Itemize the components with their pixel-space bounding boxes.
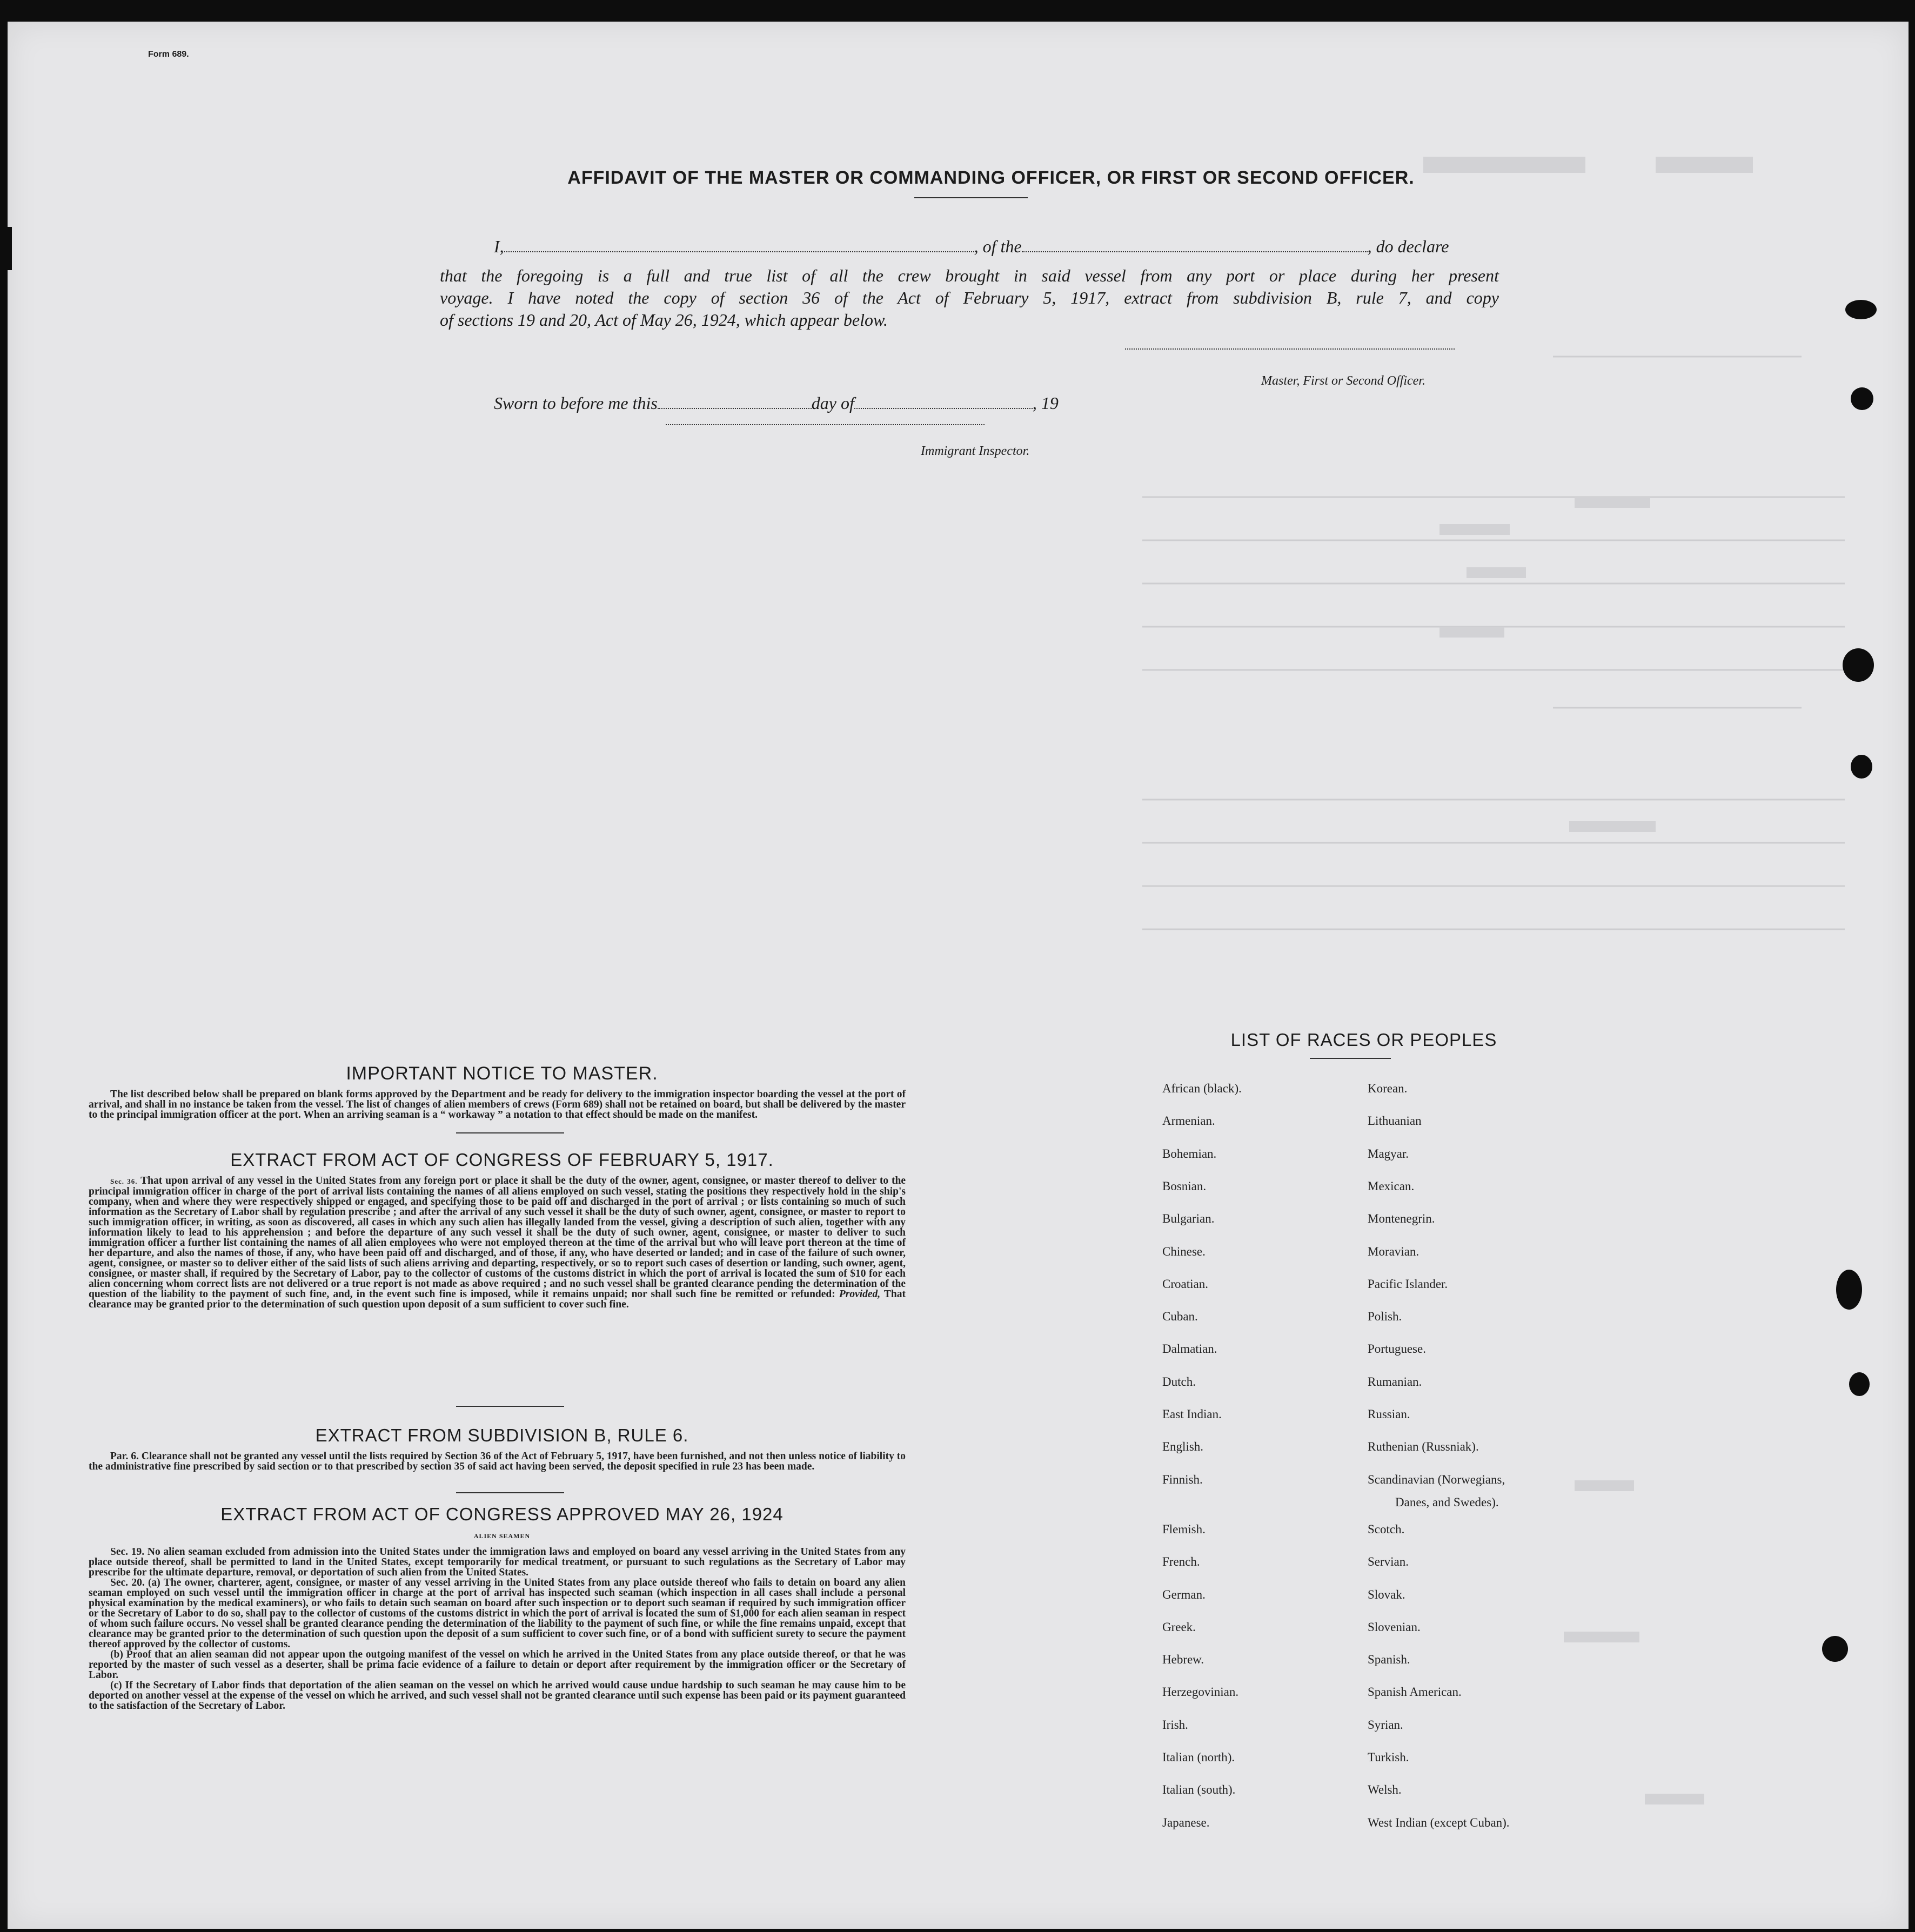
race-item: Pacific Islander. — [1368, 1277, 1448, 1291]
punch-hole — [1845, 300, 1877, 319]
race-item: Flemish. — [1162, 1522, 1206, 1536]
alien-seamen-subtitle: ALIEN SEAMEN — [473, 1532, 531, 1540]
affidavit-i-label: I, — [494, 237, 504, 256]
race-item: Portuguese. — [1368, 1342, 1426, 1356]
race-item: Moravian. — [1368, 1244, 1419, 1258]
race-item: Turkish. — [1368, 1750, 1409, 1764]
sworn-label: Sworn to before me this — [494, 393, 658, 413]
rule-6-title: EXTRACT FROM SUBDIVISION B, RULE 6. — [315, 1425, 689, 1445]
proviso-text: That clearance may be granted prior to the determination of such question upon deposit of a sum sufficient to cover such fine. — [89, 1289, 906, 1310]
extract-1917-rule — [456, 1406, 564, 1407]
affidavit-body — [440, 265, 1499, 331]
race-item: Russian. — [1368, 1407, 1410, 1421]
race-item: Rumanian. — [1368, 1374, 1422, 1388]
race-item: Chinese. — [1162, 1244, 1206, 1258]
race-item: Korean. — [1368, 1082, 1408, 1095]
race-item: Dalmatian. — [1162, 1342, 1217, 1356]
form-number: Form 689. — [148, 50, 189, 59]
race-item: Bosnian. — [1162, 1179, 1207, 1193]
race-item: Greek. — [1162, 1620, 1196, 1634]
race-item: Spanish American. — [1368, 1685, 1462, 1699]
sworn-day-field[interactable] — [658, 392, 812, 409]
rule-6-text: Par. 6. Clearance shall not be granted any vessel until the lists required by Section 36 of the Act of February 5, 1917, have been furnished, and not then unless notice of liability to the administrative fine prescribed by said section or to that prescribed by section 35 of said act having been served, the deposit specified in rule 23 has been made. — [89, 1451, 906, 1472]
races-title: LIST OF RACES OR PEOPLES — [1230, 1030, 1497, 1050]
rule-6-rule — [456, 1492, 564, 1493]
punch-hole — [1843, 648, 1874, 682]
sec-36-label: Sec. 36. — [110, 1177, 138, 1185]
race-item: Cuban. — [1162, 1310, 1198, 1324]
sworn-line — [494, 392, 1059, 413]
race-item: Scandinavian (Norwegians, — [1368, 1472, 1505, 1486]
affidavit-title: AFFIDAVIT OF THE MASTER OR COMMANDING OFFICER, OR FIRST OR SECOND OFFICER. — [567, 167, 1415, 188]
race-item: Spanish. — [1368, 1653, 1410, 1667]
extract-1917-title: EXTRACT FROM ACT OF CONGRESS OF FEBRUARY 5, 1917. — [230, 1150, 774, 1170]
master-signature-caption: Master, First or Second Officer. — [1261, 374, 1425, 388]
edge-tear — [0, 227, 12, 270]
race-item: Ruthenian (Russniak). — [1368, 1440, 1479, 1454]
affidavit-line-1 — [494, 235, 1449, 257]
punch-hole — [1851, 755, 1872, 779]
sworn-year-label: , 19 — [1032, 393, 1059, 413]
proviso-label: Provided, — [839, 1289, 881, 1300]
race-item: Welsh. — [1368, 1783, 1402, 1797]
master-name-field[interactable] — [504, 235, 974, 252]
race-item: Mexican. — [1368, 1179, 1415, 1193]
inspector-signature-caption: Immigrant Inspector. — [921, 444, 1030, 458]
race-item: Herzegovinian. — [1162, 1685, 1239, 1699]
races-rule — [1310, 1058, 1391, 1059]
race-item: Scotch. — [1368, 1522, 1405, 1536]
extract-1924-title: EXTRACT FROM ACT OF CONGRESS APPROVED MAY 26, 1924 — [220, 1504, 784, 1524]
race-item: West Indian (except Cuban). — [1368, 1815, 1510, 1829]
sec-36-text: That upon arrival of any vessel in the United States from any foreign port or place it shall be the duty of the owner, agent, consignee, or master thereof to deliver to the principal immigration officer in charge of the port of arrival lists containing the names of all aliens employed on such vessel, stating the positions they respectively hold in the ship's company, when and where they were respectively shipped or engaged, and specifying those to be paid off and discharged in the port of arrival ; or lists containing so much of such information as the Secretary of Labor shall by regulation prescribe ; and after the arrival of any such vessel it shall be the duty of such owner, agent, consignee, or master to report to such immigration officer, in writing, as soon as discovered, all cases in which any such alien has illegally landed from the vessel, giving a description of such alien, together with any information likely to lead to his apprehension ; and before the departure of any such vessel it shall be the duty of such owner, agent, consignee, or master to deliver to such immigration officer a further list containing the names of all alien employees who were not employed thereon at the time of the arrival but who will leave port thereon at the time of her departure, and also the names of those, if any, who have been paid off and discharged, and of those, if any, who have deserted or landed; and in case of the failure of such owner, agent, consignee, or master so to deliver either of the said lists of such aliens arriving and departing, respectively, or so to report such cases of desertion or landing, such owner, agent, consignee, or master shall, if required by the Secretary of Labor, pay to the collector of customs of the customs district in which the port of arrival is located the sum of $10 for each alien concerning whom correct lists are not delivered or a true report is not made as above required ; and no such vessel shall be granted clearance pending the determination of the question of the liability to the payment of such fine, and, in the event such fine is imposed, while it remains unpaid; nor shall such fine be remitted or refunded: — [89, 1175, 906, 1300]
sec-20b-text: (b) Proof that an alien seaman did not appear upon the outgoing manifest of the vessel on which he arrived in the United States from any place outside thereof, or that he was reported by the master of such vessel as a deserter, shall be prima facie evidence of a failure to detain or deport after requirement by the immigration officer or the Secretary of Labor. — [89, 1649, 906, 1681]
affidavit-of-the-label: , of the — [974, 237, 1022, 256]
race-item: Bulgarian. — [1162, 1212, 1215, 1226]
punch-hole — [1851, 387, 1873, 410]
sec-19-text: Sec. 19. No alien seaman excluded from admission into the United States under the immigration laws and employed on board any vessel arriving in the United States from any place outside thereof, shall be permitted to land in the United States, except temporarily for medical treatment, or pursuant to such regulations as the Secretary of Labor may prescribe for the ultimate departure, removal, or deportation of such alien from the United States. — [89, 1546, 906, 1578]
race-item: Irish. — [1162, 1718, 1188, 1732]
extract-1917-body — [89, 1176, 906, 1310]
race-item: Dutch. — [1162, 1374, 1196, 1388]
sworn-day-of-label: day of — [811, 393, 854, 413]
race-item: English. — [1162, 1440, 1204, 1454]
extract-1924-body — [89, 1547, 906, 1711]
race-item: East Indian. — [1162, 1407, 1222, 1421]
race-item: Slovenian. — [1368, 1620, 1421, 1634]
race-item: Polish. — [1368, 1310, 1402, 1324]
affidavit-line-3: voyage. I have noted the copy of section 36 of the Act of February 5, 1917, extract from subdivision B, rule 7, and copy — [440, 288, 1499, 307]
race-item: Italian (south). — [1162, 1783, 1236, 1797]
race-item: Servian. — [1368, 1555, 1409, 1569]
race-item: Montenegrin. — [1368, 1212, 1435, 1226]
inspector-signature-line[interactable] — [666, 424, 985, 425]
notice-rule — [456, 1132, 564, 1133]
sec-20c-text: (c) If the Secretary of Labor finds that deportation of the alien seaman on the vessel on which he arrived would cause undue hardship to such seaman he may cause him to be deported on another vessel at the expense of the vessel on which he arrived, and such vessel shall not be granted clearance until such expense has been paid or its payment guaranteed to the satisfaction of the Secretary of Labor. — [89, 1680, 906, 1712]
affidavit-declare-label: , do declare — [1367, 237, 1449, 256]
vessel-name-field[interactable] — [1022, 235, 1368, 252]
race-item: French. — [1162, 1555, 1200, 1569]
affidavit-line-4: of sections 19 and 20, Act of May 26, 1924, which appear below. — [440, 310, 888, 330]
notice-text: The list described below shall be prepared on blank forms approved by the Department and be ready for delivery to the immigration inspector boarding the vessel at the port of arrival, and shall in no instance be taken from the vessel. The list of changes of alien members of crews (Form 689) shall not be retained on board, but shall be delivered by the master to the principal immigration officer at the port. When an arriving seaman is a “ workaway ” a notation to that effect should be made on the manifest. — [89, 1089, 906, 1121]
document-page — [8, 22, 1909, 1929]
notice-title: IMPORTANT NOTICE TO MASTER. — [346, 1063, 658, 1084]
title-rule — [914, 197, 1028, 198]
race-item: Lithuanian — [1368, 1114, 1422, 1128]
race-item: Hebrew. — [1162, 1653, 1204, 1667]
race-item: Armenian. — [1162, 1114, 1215, 1128]
sworn-month-field[interactable] — [854, 392, 1033, 409]
punch-hole — [1849, 1372, 1870, 1396]
rule-6-body — [89, 1451, 906, 1472]
punch-hole — [1836, 1270, 1862, 1310]
notice-body — [89, 1089, 906, 1120]
race-item: Syrian. — [1368, 1718, 1403, 1732]
race-item: Croatian. — [1162, 1277, 1208, 1291]
race-item: Italian (north). — [1162, 1750, 1235, 1764]
race-item-continuation: Danes, and Swedes). — [1395, 1495, 1499, 1509]
race-item: Slovak. — [1368, 1587, 1405, 1601]
race-item: German. — [1162, 1587, 1206, 1601]
affidavit-line-2: that the foregoing is a full and true list of all the crew brought in said vessel from any port or place during her present — [440, 266, 1499, 285]
race-item: Magyar. — [1368, 1146, 1409, 1160]
sec-20a-text: Sec. 20. (a) The owner, charterer, agent, consignee, or master of any vessel arriving in the United States from any place outside thereof who fails to detain on board any alien seaman employed on such vessel until the immigration officer in charge at the port of arrival has inspected such seaman (which inspection in all cases shall include a personal physical examination by the medical examiners), or who fails to detain such seaman on board after such inspection or to deport such seaman if required by such immigration officer or the Secretary of Labor to do so, shall pay to the collector of customs of the customs district in which the port of arrival is located the sum of $1,000 for each alien seaman in respect of whom such failure occurs. No vessel shall be granted clearance pending the determination of the liability to the payment of such fine, or while the fine remains unpaid, except that clearance may be granted prior to the determination of such question upon the deposit of a sum sufficient to cover such fine, or of a bond with sufficient surety to secure the payment thereof approved by the collector of customs. — [89, 1577, 906, 1650]
master-signature-line[interactable] — [1125, 348, 1455, 350]
punch-hole — [1822, 1636, 1848, 1662]
race-item: African (black). — [1162, 1082, 1242, 1095]
race-item: Bohemian. — [1162, 1146, 1217, 1160]
race-item: Finnish. — [1162, 1472, 1203, 1486]
race-item: Japanese. — [1162, 1815, 1210, 1829]
